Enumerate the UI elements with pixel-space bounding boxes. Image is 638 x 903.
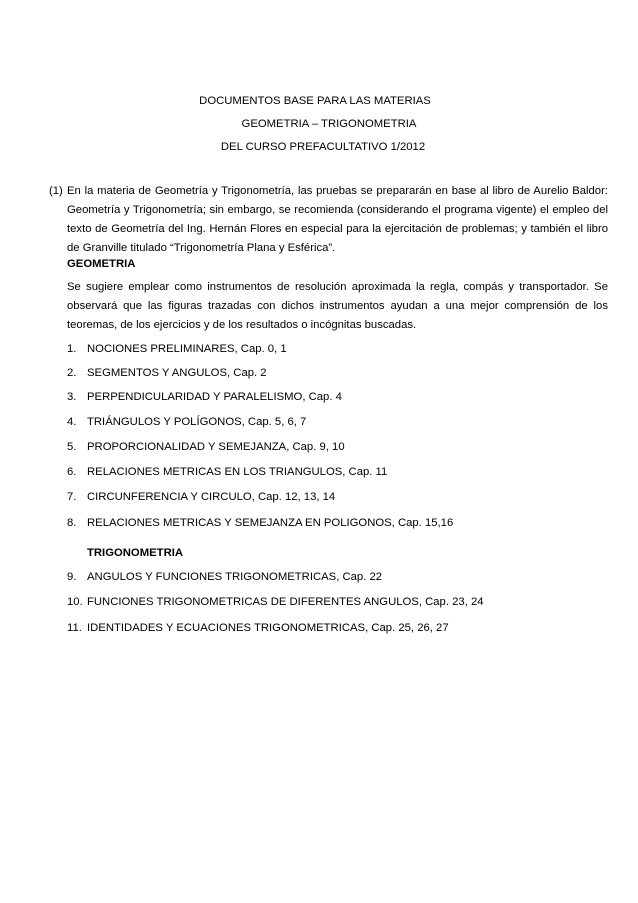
list-item-text: CIRCUNFERENCIA Y CIRCULO, Cap. 12, 13, 14	[87, 491, 336, 503]
list-item-number: 4.	[67, 416, 77, 428]
list-item-text: RELACIONES METRICAS EN LOS TRIANGULOS, Cap. 11	[87, 466, 388, 478]
list-item-number: 10.	[67, 596, 83, 608]
list-item	[67, 366, 267, 380]
list-item	[67, 415, 306, 429]
list-item-number: 8.	[67, 517, 77, 529]
intro-paragraph	[49, 182, 608, 258]
list-item-number: 3.	[67, 391, 77, 403]
list-item-text: SEGMENTOS Y ANGULOS, Cap. 2	[87, 367, 267, 379]
list-item-number: 9.	[67, 571, 77, 583]
list-item	[67, 342, 287, 356]
list-item-text: PROPORCIONALIDAD Y SEMEJANZA, Cap. 9, 10	[87, 441, 345, 453]
geometria-heading: GEOMETRIA	[67, 258, 136, 270]
list-item	[67, 390, 342, 404]
list-item-number: 7.	[67, 491, 77, 503]
list-item-number: 6.	[67, 466, 77, 478]
trigonometria-heading: TRIGONOMETRIA	[87, 547, 184, 559]
intro-number: (1)	[49, 185, 63, 197]
list-item	[67, 465, 387, 479]
list-item	[67, 516, 453, 530]
list-item-text: ANGULOS Y FUNCIONES TRIGONOMETRICAS, Cap. 22	[87, 571, 383, 583]
list-item-number: 2.	[67, 367, 77, 379]
list-item-text: PERPENDICULARIDAD Y PARALELISMO, Cap. 4	[87, 391, 342, 403]
list-item-text: TRIÁNGULOS Y POLÍGONOS, Cap. 5, 6, 7	[87, 416, 307, 428]
list-item	[67, 570, 382, 584]
list-item-number: 1.	[67, 343, 77, 355]
list-item-number: 5.	[67, 441, 77, 453]
list-item	[67, 621, 449, 635]
geometria-paragraph: Se sugiere emplear como instrumentos de resolución aproximada la regla, compás y transportador. Se observará que las figuras trazadas con dichos instrumentos ayudan a una mejor comprensión de los teoremas, de los ejercicios y de los resultados o incógnitas buscadas.	[67, 281, 608, 331]
list-item	[67, 595, 484, 609]
document-title-line-2: GEOMETRIA – TRIGONOMETRIA	[241, 118, 417, 130]
document-title-line-3: DEL CURSO PREFACULTATIVO 1/2012	[220, 141, 426, 153]
intro-text: En la materia de Geometría y Trigonometría, las pruebas se prepararán en base al libro de Aurelio Baldor: Geometría y Trigonometría; sin embargo, se recomienda (considerando el programa vigente) el empleo del texto de Geometría del Ing. Hernán Flores en especial para la ejercitación de problemas; y también el libro de Granville titulado “Trigonometría Plana y Esférica”.	[67, 185, 608, 254]
document-title-line-1: DOCUMENTOS BASE PARA LAS MATERIAS	[199, 95, 431, 107]
list-item	[67, 440, 345, 454]
list-item-text: RELACIONES METRICAS Y SEMEJANZA EN POLIGONOS, Cap. 15,16	[87, 517, 454, 529]
list-item-text: FUNCIONES TRIGONOMETRICAS DE DIFERENTES ANGULOS, Cap. 23, 24	[87, 596, 484, 608]
list-item-text: IDENTIDADES Y ECUACIONES TRIGONOMETRICAS, Cap. 25, 26, 27	[87, 622, 449, 634]
list-item	[67, 490, 335, 504]
list-item-number: 11.	[67, 622, 82, 634]
list-item-text: NOCIONES PRELIMINARES, Cap. 0, 1	[87, 343, 287, 355]
